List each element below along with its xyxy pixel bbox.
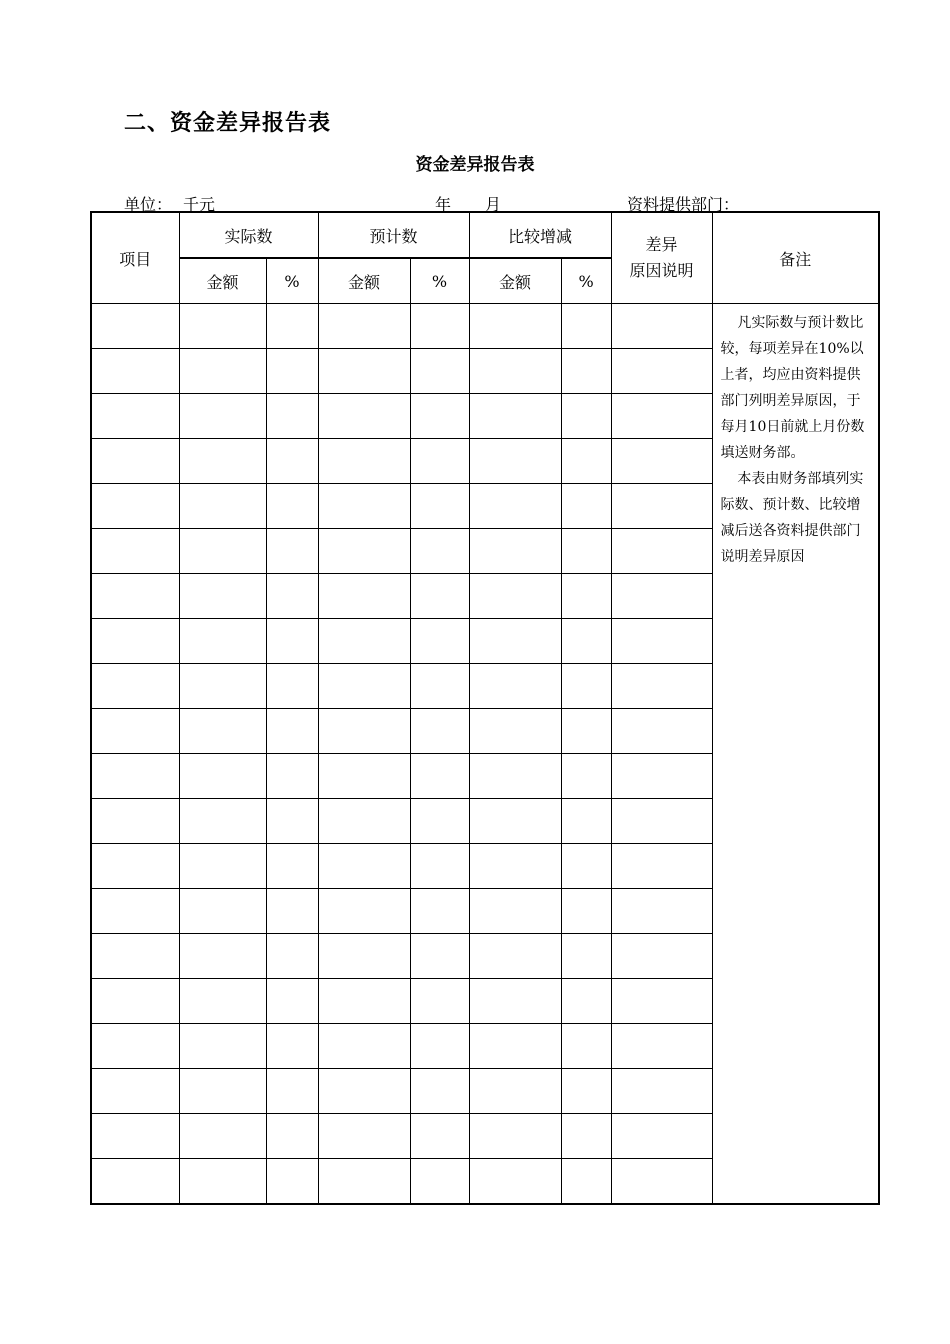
cell-reason[interactable]	[611, 889, 712, 934]
cell-comparison-percent[interactable]	[561, 754, 611, 799]
cell-actual-percent[interactable]	[266, 619, 318, 664]
cell-reason[interactable]	[611, 619, 712, 664]
fund-variance-table	[90, 211, 880, 1205]
cell-actual-percent[interactable]	[266, 1159, 318, 1205]
section-heading: 二、资金差异报告表	[124, 111, 332, 136]
cell-actual-amount[interactable]	[179, 889, 266, 934]
cell-actual-percent[interactable]	[266, 439, 318, 484]
cell-comparison-amount[interactable]	[469, 529, 561, 574]
cell-budget-amount[interactable]	[318, 574, 410, 619]
cell-budget-percent[interactable]	[410, 844, 469, 889]
cell-actual-amount[interactable]	[179, 1159, 266, 1205]
cell-budget-amount[interactable]	[318, 1159, 410, 1205]
cell-reason[interactable]	[611, 754, 712, 799]
cell-actual-amount[interactable]	[179, 934, 266, 979]
cell-actual-amount[interactable]	[179, 529, 266, 574]
cell-budget-percent[interactable]	[410, 484, 469, 529]
cell-actual-amount[interactable]	[179, 439, 266, 484]
cell-comparison-percent[interactable]	[561, 799, 611, 844]
cell-budget-percent[interactable]	[410, 349, 469, 394]
cell-comparison-percent[interactable]	[561, 1024, 611, 1069]
cell-actual-amount[interactable]	[179, 709, 266, 754]
cell-item[interactable]	[91, 619, 179, 664]
cell-budget-amount[interactable]	[318, 1069, 410, 1114]
cell-comparison-amount[interactable]	[469, 1024, 561, 1069]
cell-actual-percent[interactable]	[266, 844, 318, 889]
cell-actual-percent[interactable]	[266, 889, 318, 934]
cell-item[interactable]	[91, 1024, 179, 1069]
cell-item[interactable]	[91, 529, 179, 574]
cell-budget-amount[interactable]	[318, 439, 410, 484]
cell-budget-percent[interactable]	[410, 934, 469, 979]
cell-comparison-percent[interactable]	[561, 934, 611, 979]
cell-budget-percent[interactable]	[410, 799, 469, 844]
cell-item[interactable]	[91, 1114, 179, 1159]
cell-actual-amount[interactable]	[179, 664, 266, 709]
cell-budget-amount[interactable]	[318, 934, 410, 979]
cell-item[interactable]	[91, 799, 179, 844]
cell-comparison-amount[interactable]	[469, 1114, 561, 1159]
cell-item[interactable]	[91, 664, 179, 709]
cell-reason[interactable]	[611, 799, 712, 844]
cell-comparison-percent[interactable]	[561, 889, 611, 934]
cell-budget-amount[interactable]	[318, 304, 410, 349]
cell-actual-amount[interactable]	[179, 484, 266, 529]
header-reason	[611, 212, 712, 304]
cell-actual-percent[interactable]	[266, 709, 318, 754]
cell-comparison-percent[interactable]	[561, 1069, 611, 1114]
cell-actual-amount[interactable]	[179, 619, 266, 664]
cell-comparison-percent[interactable]	[561, 394, 611, 439]
cell-actual-percent[interactable]	[266, 529, 318, 574]
cell-comparison-amount[interactable]	[469, 349, 561, 394]
header-reason-line2: 原因说明	[629, 261, 694, 280]
cell-comparison-amount[interactable]	[469, 754, 561, 799]
cell-actual-percent[interactable]	[266, 1024, 318, 1069]
cell-reason[interactable]	[611, 1069, 712, 1114]
cell-budget-amount[interactable]	[318, 799, 410, 844]
cell-reason[interactable]	[611, 1159, 712, 1205]
cell-comparison-percent[interactable]	[561, 574, 611, 619]
header-comparison-amount: 金额	[469, 258, 561, 304]
cell-item[interactable]	[91, 1159, 179, 1205]
table-title: 资金差异报告表	[415, 155, 535, 175]
cell-budget-amount[interactable]	[318, 844, 410, 889]
cell-actual-percent[interactable]	[266, 934, 318, 979]
cell-actual-amount[interactable]	[179, 1069, 266, 1114]
cell-actual-percent[interactable]	[266, 484, 318, 529]
cell-reason[interactable]	[611, 934, 712, 979]
header-actual-percent: %	[266, 258, 318, 304]
cell-comparison-percent[interactable]	[561, 529, 611, 574]
remarks-paragraph-2: 本表由财务部填列实际数、预计数、比较增减后送各资料提供部门说明差异原因	[720, 471, 864, 565]
cell-comparison-amount[interactable]	[469, 1159, 561, 1205]
cell-budget-percent[interactable]	[410, 664, 469, 709]
cell-item[interactable]	[91, 304, 179, 349]
cell-reason[interactable]	[611, 304, 712, 349]
cell-comparison-amount[interactable]	[469, 889, 561, 934]
cell-comparison-amount[interactable]	[469, 664, 561, 709]
cell-reason[interactable]	[611, 484, 712, 529]
cell-comparison-amount[interactable]	[469, 1069, 561, 1114]
cell-actual-amount[interactable]	[179, 1024, 266, 1069]
cell-actual-amount[interactable]	[179, 349, 266, 394]
cell-comparison-amount[interactable]	[469, 304, 561, 349]
cell-budget-amount[interactable]	[318, 394, 410, 439]
header-budget-amount: 金额	[318, 258, 410, 304]
cell-budget-percent[interactable]	[410, 574, 469, 619]
cell-actual-percent[interactable]	[266, 1114, 318, 1159]
cell-actual-amount[interactable]	[179, 844, 266, 889]
cell-budget-amount[interactable]	[318, 349, 410, 394]
cell-reason[interactable]	[611, 394, 712, 439]
cell-actual-percent[interactable]	[266, 1069, 318, 1114]
remarks-note	[712, 304, 879, 1205]
cell-budget-amount[interactable]	[318, 979, 410, 1024]
cell-budget-amount[interactable]	[318, 484, 410, 529]
cell-comparison-percent[interactable]	[561, 844, 611, 889]
table-row	[91, 304, 879, 349]
cell-comparison-amount[interactable]	[469, 619, 561, 664]
cell-comparison-amount[interactable]	[469, 979, 561, 1024]
cell-comparison-percent[interactable]	[561, 439, 611, 484]
cell-comparison-percent[interactable]	[561, 1114, 611, 1159]
cell-actual-percent[interactable]	[266, 664, 318, 709]
year-label: 年	[435, 195, 452, 214]
cell-budget-amount[interactable]	[318, 1024, 410, 1069]
cell-budget-percent[interactable]	[410, 1114, 469, 1159]
cell-comparison-percent[interactable]	[561, 349, 611, 394]
remarks-paragraph-1: 凡实际数与预计数比较，每项差异在10%以上者，均应由资料提供部门列明差异原因，于每月10日前就上月份数填送财务部。	[720, 315, 865, 461]
cell-item[interactable]	[91, 844, 179, 889]
cell-reason[interactable]	[611, 1114, 712, 1159]
cell-budget-amount[interactable]	[318, 754, 410, 799]
cell-item[interactable]	[91, 1069, 179, 1114]
cell-item[interactable]	[91, 754, 179, 799]
unit-value: 千元	[183, 195, 216, 214]
cell-item[interactable]	[91, 484, 179, 529]
cell-comparison-amount[interactable]	[469, 844, 561, 889]
cell-budget-percent[interactable]	[410, 619, 469, 664]
cell-budget-amount[interactable]	[318, 889, 410, 934]
header-comparison: 比较增减	[469, 212, 611, 258]
month-label: 月	[485, 195, 502, 214]
header-remarks: 备注	[712, 212, 879, 304]
header-item: 项目	[91, 212, 179, 304]
cell-item[interactable]	[91, 439, 179, 484]
cell-comparison-percent[interactable]	[561, 304, 611, 349]
cell-item[interactable]	[91, 349, 179, 394]
cell-budget-percent[interactable]	[410, 979, 469, 1024]
cell-budget-amount[interactable]	[318, 529, 410, 574]
header-comparison-percent: %	[561, 258, 611, 304]
cell-budget-percent[interactable]	[410, 709, 469, 754]
cell-actual-amount[interactable]	[179, 754, 266, 799]
cell-item[interactable]	[91, 394, 179, 439]
header-budget: 预计数	[318, 212, 469, 258]
cell-reason[interactable]	[611, 844, 712, 889]
cell-comparison-amount[interactable]	[469, 799, 561, 844]
cell-budget-percent[interactable]	[410, 754, 469, 799]
cell-item[interactable]	[91, 709, 179, 754]
cell-actual-amount[interactable]	[179, 979, 266, 1024]
cell-reason[interactable]	[611, 529, 712, 574]
cell-comparison-amount[interactable]	[469, 934, 561, 979]
cell-budget-percent[interactable]	[410, 304, 469, 349]
cell-comparison-amount[interactable]	[469, 394, 561, 439]
cell-actual-percent[interactable]	[266, 304, 318, 349]
cell-budget-percent[interactable]	[410, 1159, 469, 1205]
cell-reason[interactable]	[611, 574, 712, 619]
cell-item[interactable]	[91, 574, 179, 619]
cell-budget-amount[interactable]	[318, 709, 410, 754]
cell-budget-percent[interactable]	[410, 1069, 469, 1114]
cell-comparison-percent[interactable]	[561, 619, 611, 664]
cell-actual-percent[interactable]	[266, 799, 318, 844]
cell-comparison-amount[interactable]	[469, 439, 561, 484]
header-actual-amount: 金额	[179, 258, 266, 304]
cell-reason[interactable]	[611, 349, 712, 394]
cell-actual-percent[interactable]	[266, 394, 318, 439]
cell-actual-percent[interactable]	[266, 349, 318, 394]
cell-actual-amount[interactable]	[179, 574, 266, 619]
cell-comparison-amount[interactable]	[469, 709, 561, 754]
header-budget-percent: %	[410, 258, 469, 304]
header-actual: 实际数	[179, 212, 318, 258]
cell-comparison-percent[interactable]	[561, 484, 611, 529]
cell-comparison-percent[interactable]	[561, 709, 611, 754]
cell-reason[interactable]	[611, 664, 712, 709]
cell-budget-amount[interactable]	[318, 1114, 410, 1159]
cell-actual-percent[interactable]	[266, 979, 318, 1024]
cell-comparison-amount[interactable]	[469, 574, 561, 619]
cell-actual-percent[interactable]	[266, 754, 318, 799]
table-body	[91, 304, 879, 1205]
cell-actual-percent[interactable]	[266, 574, 318, 619]
cell-budget-percent[interactable]	[410, 889, 469, 934]
cell-budget-percent[interactable]	[410, 1024, 469, 1069]
cell-item[interactable]	[91, 889, 179, 934]
cell-comparison-percent[interactable]	[561, 1159, 611, 1205]
cell-comparison-percent[interactable]	[561, 979, 611, 1024]
cell-item[interactable]	[91, 979, 179, 1024]
cell-actual-amount[interactable]	[179, 799, 266, 844]
dept-label: 资料提供部门：	[627, 195, 740, 214]
cell-comparison-amount[interactable]	[469, 484, 561, 529]
cell-actual-amount[interactable]	[179, 304, 266, 349]
cell-budget-amount[interactable]	[318, 619, 410, 664]
cell-reason[interactable]	[611, 709, 712, 754]
unit-label: 单位：	[124, 195, 173, 214]
cell-reason[interactable]	[611, 1024, 712, 1069]
header-reason-line1: 差异	[645, 235, 678, 254]
cell-actual-amount[interactable]	[179, 394, 266, 439]
cell-comparison-percent[interactable]	[561, 664, 611, 709]
cell-reason[interactable]	[611, 439, 712, 484]
cell-budget-percent[interactable]	[410, 394, 469, 439]
cell-budget-percent[interactable]	[410, 439, 469, 484]
cell-budget-amount[interactable]	[318, 664, 410, 709]
cell-budget-percent[interactable]	[410, 529, 469, 574]
cell-actual-amount[interactable]	[179, 1114, 266, 1159]
cell-reason[interactable]	[611, 979, 712, 1024]
cell-item[interactable]	[91, 934, 179, 979]
